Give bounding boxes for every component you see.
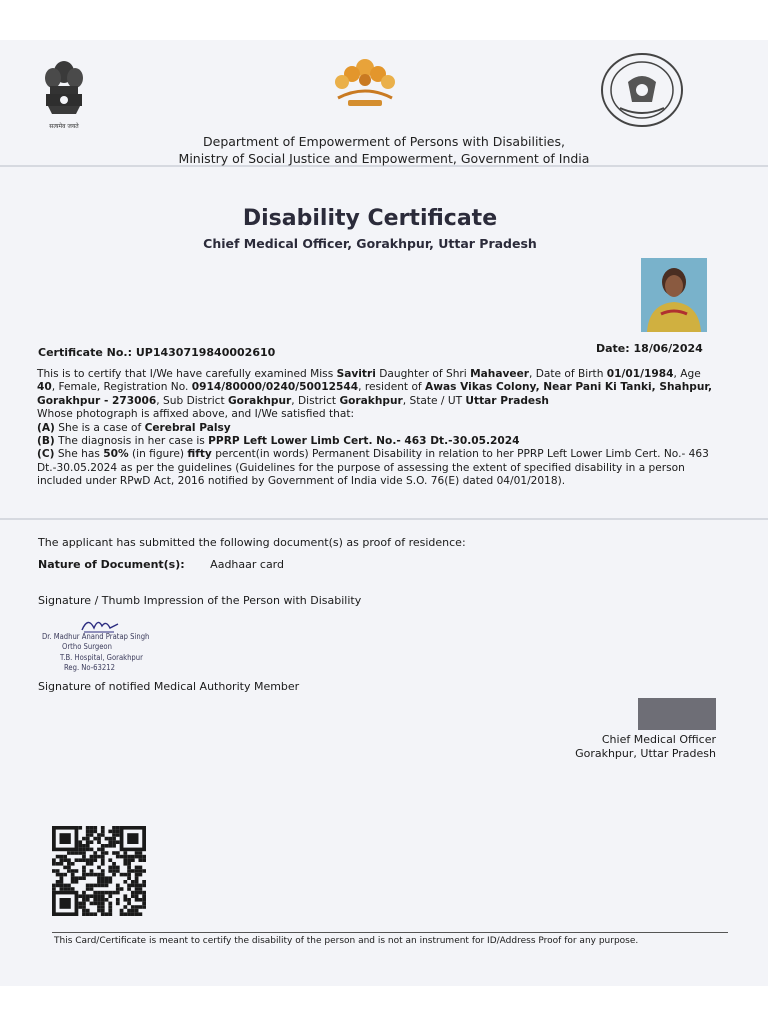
department-line-2: Ministry of Social Justice and Empowerment, Government of India [178, 151, 590, 166]
applicant-photo [641, 258, 707, 332]
body-text: She has [54, 448, 104, 461]
authority-signature-label: Signature of notified Medical Authority Member [38, 680, 300, 693]
doctor-registration: Reg. No-63212 [64, 663, 115, 673]
issue-date-row [596, 342, 703, 355]
disability-percent-words: fifty [187, 448, 212, 461]
father-name: Mahaveer [470, 368, 529, 380]
certification-paragraph [37, 368, 713, 408]
photo-statement: Whose photograph is affixed above, and I/We satisfied that: [37, 408, 355, 421]
finding-label: (A) [37, 421, 55, 434]
cmo-place: Gorakhpur, Uttar Pradesh [575, 747, 716, 760]
person-photo-icon [641, 258, 707, 332]
state-seal-logo [600, 52, 684, 128]
national-emblem-logo [36, 56, 92, 132]
flower-logo-icon [330, 54, 400, 112]
finding-label: (C) [37, 448, 55, 461]
emblem-caption: सत्यमेव जयते [49, 123, 79, 130]
cmo-signature-image [638, 698, 716, 730]
body-text: , Sub District [156, 394, 228, 407]
document-type-label: Nature of Document(s): [38, 558, 185, 571]
body-text: She is a case of [54, 421, 145, 434]
footer-divider [52, 932, 728, 933]
department-logo [330, 54, 400, 112]
paper-crease [0, 518, 768, 520]
address: Awas Vikas Colony, Near Pani Ki Tanki, Shahpur, Gorakhpur - 273006 [37, 381, 713, 407]
footer-disclaimer: This Card/Certificate is meant to certify the disability of the person and is not an instrument for ID/Address Proof for any purpose. [54, 936, 639, 946]
document-type-row [38, 558, 284, 571]
body-text: , resident of [358, 381, 426, 394]
finding-c [37, 448, 713, 488]
state: Uttar Pradesh [465, 394, 549, 407]
certificate-number-label: Certificate No.: [38, 346, 132, 359]
certificate-number: UP1430719840002610 [135, 346, 276, 359]
seal-icon [600, 52, 684, 128]
department-header [0, 133, 768, 167]
diagnosis: PPRP Left Lower Limb Cert. No.- 463 Dt.-30.05.2024 [208, 435, 520, 448]
body-text: , Age [673, 368, 701, 380]
disability-percent: 50% [103, 448, 129, 461]
body-text: The diagnosis in her case is [54, 435, 209, 448]
certificate-number-row [38, 346, 275, 359]
qr-code [52, 826, 146, 916]
department-line-1: Department of Empowerment of Persons with Disabilities, [203, 134, 565, 149]
body-text: , Date of Birth [528, 368, 607, 380]
applicant-name: Savitri [336, 368, 376, 380]
date-of-birth: 01/01/1984 [606, 368, 674, 380]
lion-capital-icon [36, 56, 92, 118]
certificate-title: Disability Certificate [242, 206, 498, 231]
body-text: This is to certify that I/We have carefully examined Miss [37, 368, 337, 380]
issue-date: 18/06/2024 [633, 342, 703, 355]
body-text: Daughter of Shri [375, 368, 471, 380]
body-text: , State / UT [402, 394, 466, 407]
cmo-title: Chief Medical Officer [601, 733, 716, 746]
finding-label: (B) [37, 435, 55, 448]
age: 40 [37, 381, 52, 394]
issuer-line: Chief Medical Officer, Gorakhpur, Uttar Pradesh [203, 236, 537, 251]
disability-type: Cerebral Palsy [144, 421, 231, 434]
handwritten-signature-icon [80, 614, 120, 636]
doctor-name: Dr. Madhur Anand Pratap Singh [42, 632, 150, 641]
district: Gorakhpur [339, 394, 403, 407]
finding-a [37, 422, 713, 435]
certification-body [37, 368, 713, 489]
body-text: percent(in words) Permanent Disability in relation to her PPRP Left Lower Limb Cert. No.- 463 Dt.-30.05.2024 as per the guidelines (Guidelines for the purpose of assessing the extent of specified disability in a person included under RPwD Act, 2016 notified by Government of India vide S.O. 76(E) dated 04/01/2018). [37, 448, 709, 488]
date-label: Date: [596, 342, 630, 355]
doctor-hospital: T.B. Hospital, Gorakhpur [60, 652, 143, 662]
sub-district: Gorakhpur [227, 394, 292, 407]
finding-b [37, 435, 713, 448]
registration-number: 0914/80000/0240/50012544 [191, 381, 359, 394]
cmo-signature-block [566, 698, 716, 761]
qr-code-icon [52, 826, 146, 916]
doctor-designation: Ortho Surgeon [62, 642, 112, 652]
doctor-stamp [42, 632, 149, 674]
proof-intro: The applicant has submitted the following document(s) as proof of residence: [38, 536, 466, 549]
body-text: (in figure) [128, 448, 188, 461]
body-text: , Female, Registration No. [51, 381, 192, 394]
applicant-signature-label: Signature / Thumb Impression of the Person with Disability [38, 594, 362, 607]
body-text: , District [291, 394, 340, 407]
document-type-value: Aadhaar card [210, 558, 284, 571]
